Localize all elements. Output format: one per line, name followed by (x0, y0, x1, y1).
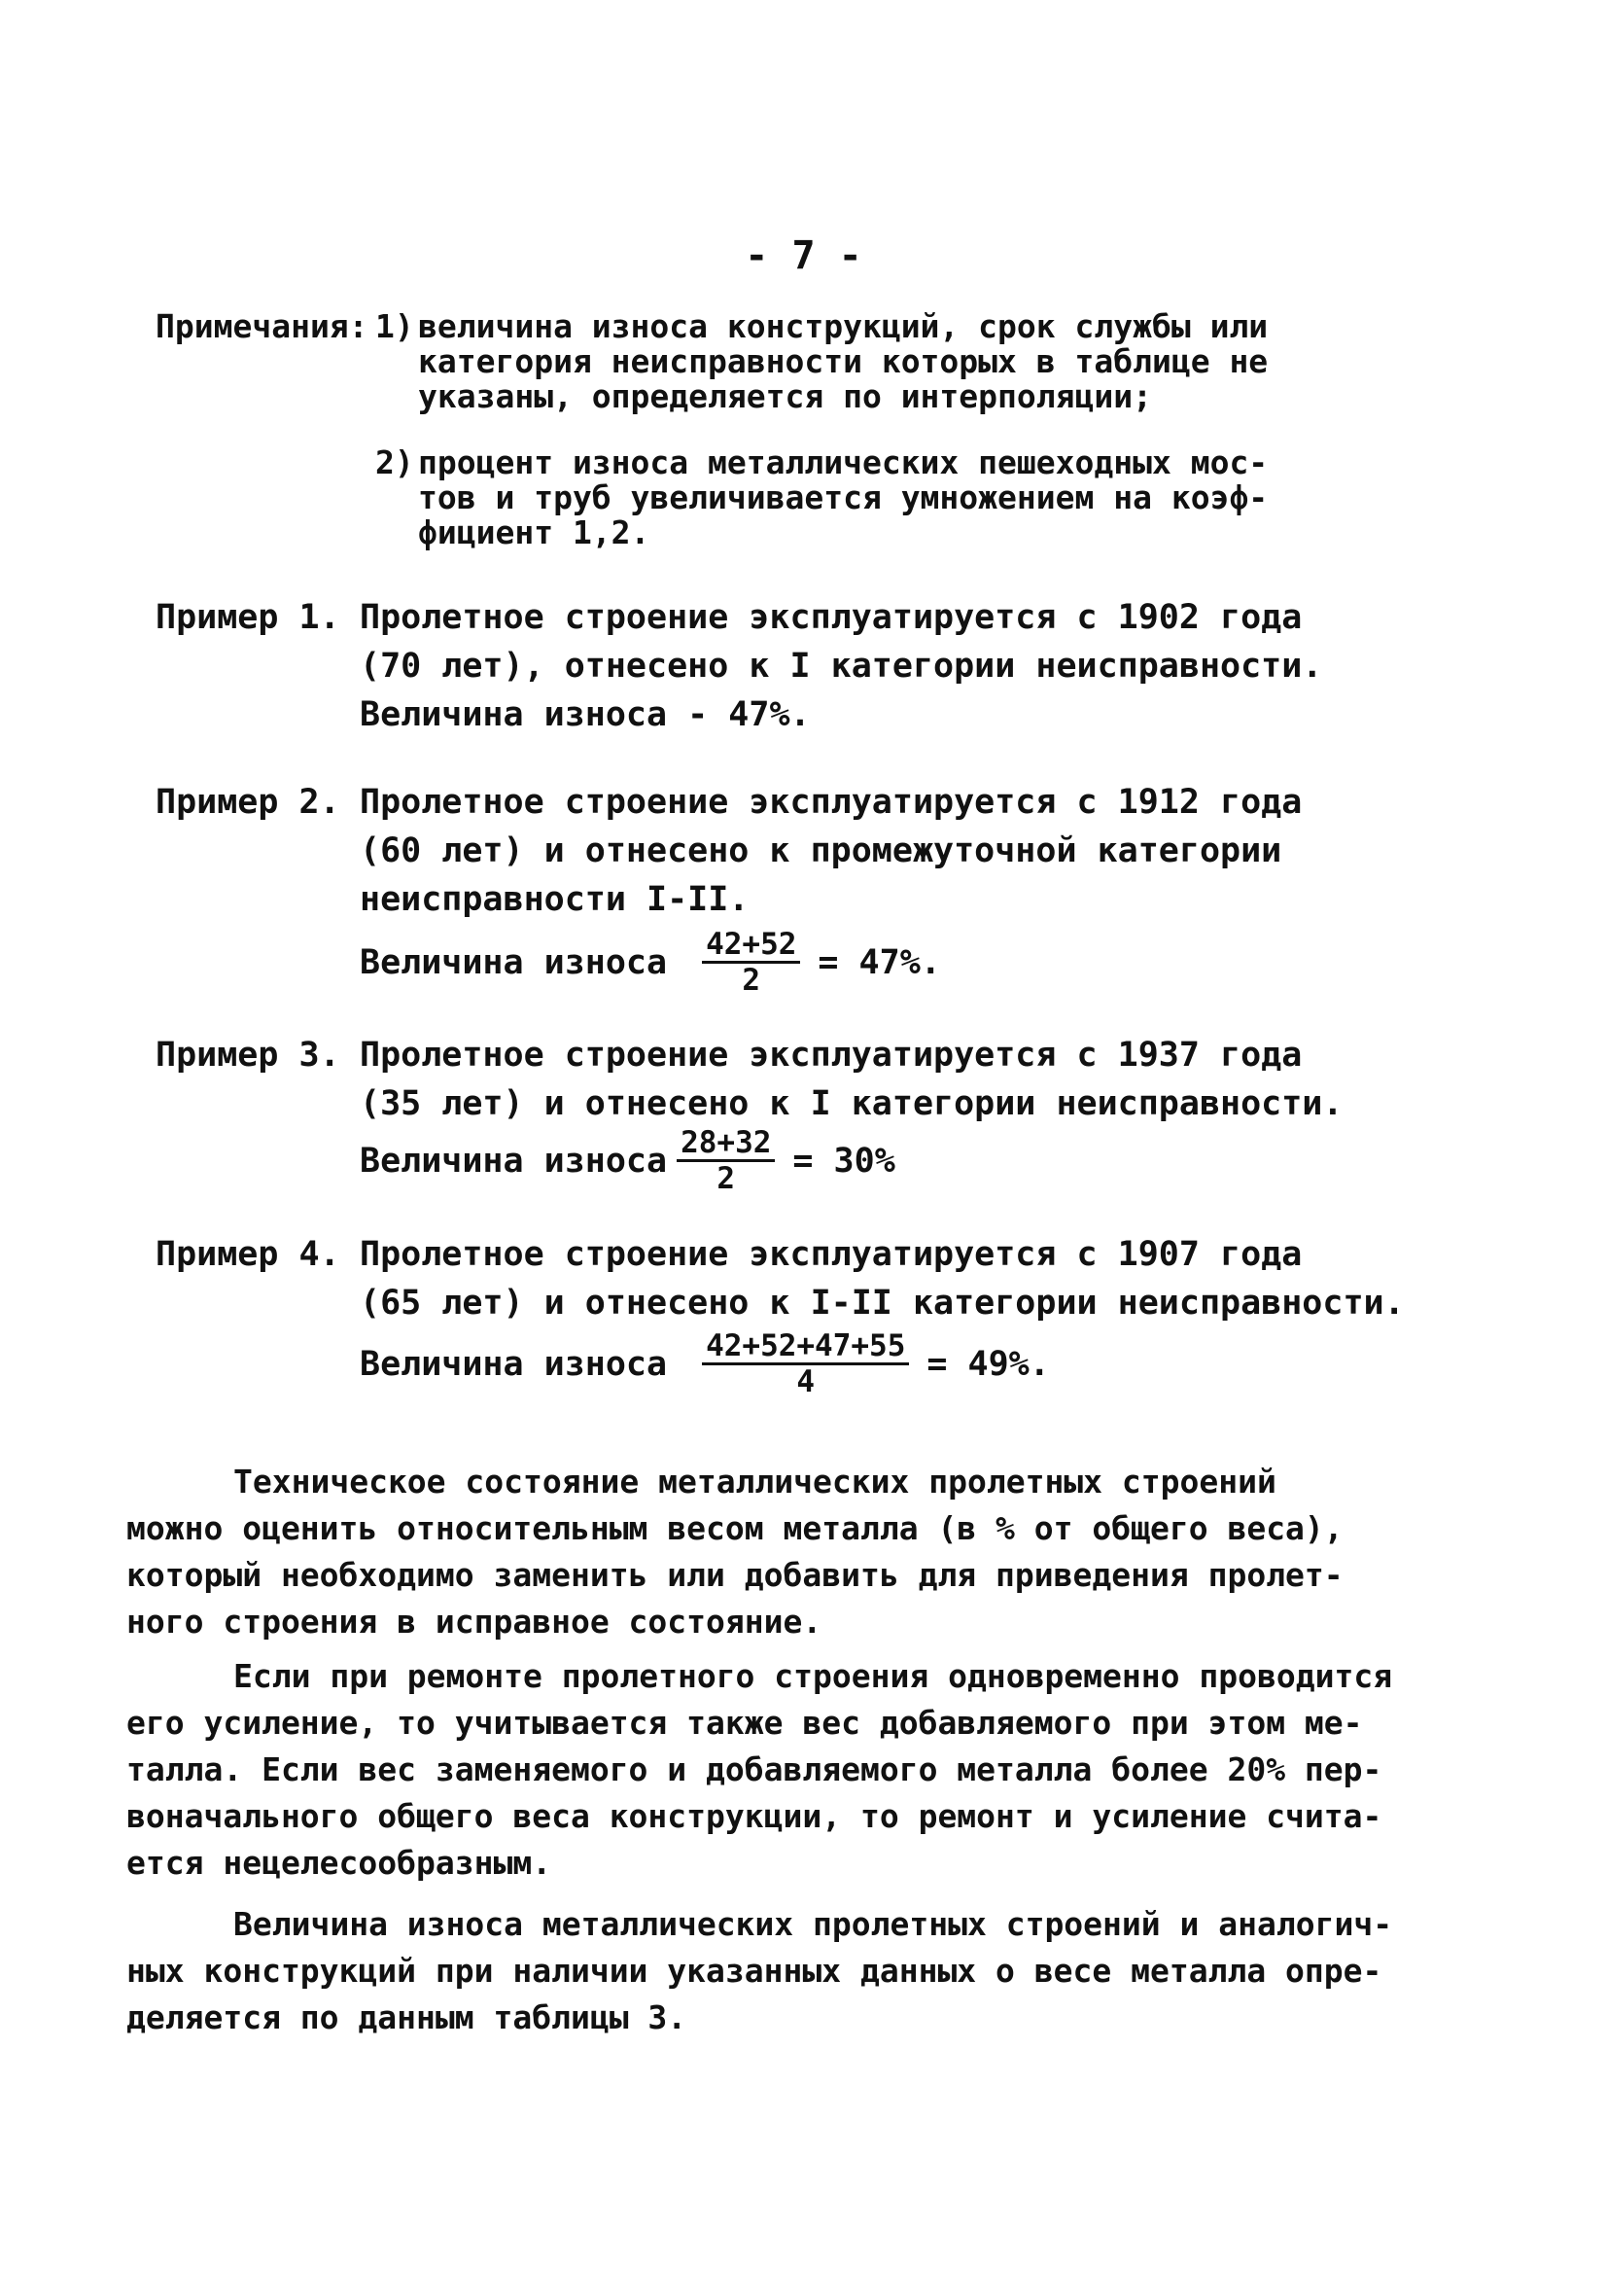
example-label: Пример 1. (156, 598, 340, 637)
example-label: Пример 2. (156, 783, 340, 822)
example-result (360, 1125, 1410, 1196)
example-line: Пролетное строение эксплуатируется с 1907 года (360, 1235, 1303, 1274)
note-line: процент износа металлических пешеходных мос- (418, 443, 1269, 481)
example-body (360, 1031, 1410, 1196)
paragraph-line: деляется по данным таблицы 3. (126, 1998, 687, 2036)
example-label: Пример 3. (156, 1036, 340, 1075)
example-body (360, 593, 1410, 739)
example-line: Пролетное строение эксплуатируется с 1912 года (360, 783, 1303, 822)
page-number: - 7 - (745, 233, 862, 278)
note-number: 2) (375, 443, 414, 481)
example-line: (60 лет) и отнесено к промежуточной категории (360, 831, 1282, 870)
paragraph-line: воначального общего веса конструкции, то ремонт и усиление счита- (126, 1797, 1382, 1835)
paragraph-2 (126, 1653, 1439, 1887)
paragraph-1 (126, 1459, 1439, 1645)
note-line: тов и труб увеличивается умножением на коэф- (418, 478, 1269, 516)
example-line: (35 лет) и отнесено к I категории неисправности. (360, 1084, 1344, 1123)
example-line: (65 лет) и отнесено к I-II категории неисправности. (360, 1284, 1405, 1323)
result-value: = 49%. (926, 1344, 1050, 1384)
fraction (677, 1125, 775, 1196)
note-line: категория неисправности которых в таблице не (418, 342, 1269, 380)
notes-label: Примечания: (156, 307, 368, 345)
note-number: 1) (375, 307, 414, 345)
paragraph-line: его усиление, то учитывается также вес добавляемого при этом ме- (126, 1704, 1363, 1742)
paragraph-line: ется нецелесообразным. (126, 1844, 552, 1882)
example-line: Пролетное строение эксплуатируется с 1902 года (360, 598, 1303, 637)
paragraph-line: ных конструкций при наличии указанных данных о весе металла опре- (126, 1952, 1382, 1990)
fraction-denominator: 4 (796, 1364, 816, 1399)
paragraph-line: можно оценить относительным весом металла (в % от общего веса), (126, 1509, 1344, 1547)
fraction-numerator: 28+32 (677, 1128, 775, 1162)
fraction-numerator: 42+52 (702, 930, 800, 964)
result-prefix: Величина износа (360, 1141, 668, 1181)
example-label: Пример 4. (156, 1235, 340, 1274)
result-prefix: Величина износа (360, 942, 668, 982)
note-line: величина износа конструкций, срок службы или (418, 307, 1269, 345)
paragraph-line: который необходимо заменить или добавить для приведения пролет- (126, 1556, 1344, 1594)
result-value: = 47%. (818, 942, 941, 982)
example-body (360, 1230, 1410, 1399)
example-line: (70 лет), отнесено к I категории неисправности. (360, 647, 1323, 686)
paragraph-line: ного строения в исправное состояние. (126, 1603, 822, 1641)
paragraph-3 (126, 1901, 1439, 2041)
fraction-denominator: 2 (716, 1161, 736, 1196)
paragraph-line: Величина износа металлических пролетных строений и аналогич- (233, 1905, 1393, 1943)
result-value: - 47%. (687, 695, 811, 734)
example-body (360, 778, 1410, 998)
result-prefix: Величина износа (360, 695, 668, 734)
example-result (360, 1328, 1410, 1399)
result-prefix: Величина износа (360, 1344, 668, 1384)
fraction (702, 927, 800, 998)
note-line: фициент 1,2. (418, 513, 650, 551)
note-line: указаны, определяется по интерполяции; (418, 377, 1152, 415)
fraction-numerator: 42+52+47+55 (702, 1331, 909, 1365)
example-line: Пролетное строение эксплуатируется с 1937 года (360, 1036, 1303, 1075)
fraction-denominator: 2 (742, 963, 761, 998)
example-line: неисправности I-II. (360, 880, 750, 919)
result-value: = 30% (792, 1141, 895, 1181)
example-result (360, 927, 1410, 998)
example-result (360, 690, 1410, 739)
note-item-1 (375, 307, 1390, 415)
paragraph-line: Техническое состояние металлических пролетных строений (233, 1463, 1276, 1501)
paragraph-line: талла. Если вес заменяемого и добавляемого металла более 20% пер- (126, 1750, 1382, 1788)
note-item-2 (375, 443, 1390, 551)
fraction (702, 1328, 909, 1399)
paragraph-line: Если при ремонте пролетного строения одновременно проводится (233, 1657, 1393, 1695)
